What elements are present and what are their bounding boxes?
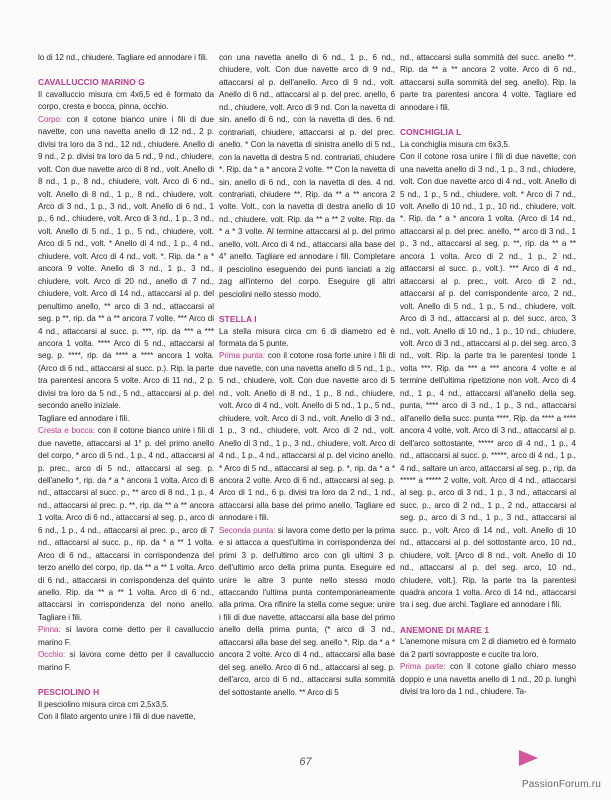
paragraph: lo di 12 nd., chiudere. Tagliare ed annodare i fili. (38, 53, 208, 62)
spacer (400, 114, 576, 126)
section-heading: ANEMONE DI MARE 1 (400, 624, 490, 635)
section-heading: CAVALLUCCIO MARINO G (38, 77, 145, 88)
paragraph (219, 525, 395, 699)
spacer (400, 612, 576, 624)
paragraph-text: con il cotone rosa forte unire i fili di due navette, con una navetta anello di 5 nd., 1 p., 5 nd., chiudere, volt. Con due navette arco di 5 nd., volt. Anello di 8 nd., 1 p., 8 nd., chiudere, volt. Arco di 4 nd., volt. Anello di 5 nd., 1 p., 5 nd., chiudere, volt. Arco di 3 nd., volt. Anello di 3 nd., 1 p., 3 nd., chiudere, volt. Arco di 2 nd., volt. Anello di 3 nd., 1 p., 3 nd., chiudere, volt. Arco di 4 nd., 1 p., 4 nd., attaccarsi al p. del vicino anello. * Arco di 5 nd., attaccarsi al seg. p. *, rip. da * a * ancora 2 volte. Arco di 6 nd., attaccarsi al seg. p. Arco di 1 nd., 6 p. divisi tra loro da 2 nd., 1 nd., attaccarsi alla base del primo anello. Tagliare ed annodare i fili. (219, 351, 396, 523)
paragraph: nd., attaccarsi sulla sommità del succ. anello **. Rip. da ** a ** ancora 2 volte. Arco di 6 nd., attaccarsi sulla sommità del seg. anello). Rip. la parte tra parentesi ancora 4 volte. Tagliare ed annodare i fili. (400, 53, 576, 112)
paragraph-text: con il cotone bianco unire i fili di due navette, attaccarsi al 1° p. del primo anello del corpo, * arco di 5 nd., 1 p., 4 nd., attaccarsi al p. prec., arco di 5 nd., attaccarsi al seg. p. dell'anello *, rip. da * a * ancora 1 volta. Arco di 8 nd., attaccarsi al succ. p., ** arco di 8 nd., 1 p., 4 nd., attaccarsi al prec. p. **, rip. da ** a ** ancora 1 volta. Arco di 6 nd., attaccarsi al seg. p., arco di 6 nd., 1 p., 4 nd., attaccarsi al prec. p., arco di 7 nd., attaccarsi al succ. p., rip. da * a ** 1 volta. Arco di 6 nd., attaccarsi in corrispondenza del terzo anello del corpo, rip. da ** a ** 1 volta. Arco di 6 nd., attaccarsi in corrispondenza del quinto anello. Rip. da ** a ** 1 volta. Arco di 6 nd., attaccarsi in corrispondenza del nono anello. Tagliare i fili. (38, 426, 214, 622)
paragraph-label: Cresta e bocca: (38, 426, 96, 436)
paragraph-label: Prima punta: (219, 351, 265, 361)
paragraph-label: Seconda punta: (219, 525, 276, 535)
paragraph-text: si lavora come detto per la prima e si attacca a quest'ultima in corrispondenza dei primi 3 p. dell'ultimo arco con gli ultimi 3 p. dell'ultimo arco della prima punta. Eseguire ed unire le altre 3 punte nello stesso modo attaccando l'ultima punta contemporaneamente alla prima. Ora rifinire la stella come segue: unire i fili di due navette, attaccarsi alla base del primo anello della prima punta, (* arco di 3 nd., attaccarsi alla base del seg. anello *. Rip. da * a * ancora 2 volte. Arco di 4 nd., attaccarsi alla base del seg. anello. Arco di 6 nd., attaccarsi al seg. p. dell'arco, arco di 6 nd., attaccarsi sulla sommità del sottostante anello. ** Arco di 5 (219, 525, 396, 697)
paragraph-label: Corpo: (38, 114, 63, 124)
paragraph: Con il filato argento unire i fili di due navette, (38, 712, 196, 722)
paragraph (38, 114, 214, 413)
paragraph: Il pesciolino misura circa cm 2,5x3,5. (38, 699, 169, 709)
section-heading: STELLA I (219, 314, 257, 325)
paragraph (400, 661, 576, 698)
site-watermark: PassionForum.ru (521, 779, 601, 790)
section-heading: PESCIOLINO H (38, 687, 100, 698)
spacer (38, 674, 214, 686)
text-column-1 (38, 52, 214, 724)
paragraph-label: Occhio: (38, 650, 66, 660)
text-column-2 (219, 52, 395, 699)
paragraph (38, 624, 214, 649)
spacer (38, 64, 214, 76)
paragraph-label: Pinna: (38, 625, 61, 635)
paragraph: Il cavalluccio misura cm 4x6,5 ed è formato da corpo, cresta e bocca, pinna, occhio. (38, 89, 214, 112)
paragraph: Tagliare ed annodare i fili. (38, 413, 130, 423)
paragraph (38, 425, 214, 624)
paragraph-text: con il cotone giallo chiaro messo doppio e una navetta anello di 1 nd., 20 p. lunghi divisi tra loro da 1 nd., chiudere. Ta- (400, 662, 576, 697)
paragraph-text: si lavora come detto per il cavalluccio marino F. (38, 650, 214, 672)
page-number: 67 (299, 756, 312, 768)
paragraph-text: si lavora come detto per il cavalluccio marino F. (38, 625, 214, 647)
paragraph: Con il cotone rosa unire i fili di due navette, con una navetta anello di 3 nd., 1 p., 3 nd., chiudere, volt. Con due navette arco di 4 nd., volt. Anello di 5 nd., 1 p., 5 nd., chiudere, volt. * Arco di 7 nd., volt. Anello di 10 nd., 1 p., 10 nd., chiudere, volt. *. Rip. da * a * ancora 1 volta. (Arco di 14 nd., attaccarsi al p. del prec. anello, ** arco di 3 nd., 1 p., 3 nd., attaccarsi al seg. p. **, rip. da ** a ** ancora 1 volta. Arco di 2 nd., 1 p., 2 nd., attaccarsi al succ. p., volt.). *** Arco di 4 nd., attaccarsi al p. prec., volt. Arco di 2 nd., attaccarsi al p. del corrispondente arco, 2 nd., volt. Anello di 5 nd., 1 p., 5 nd., chiudere, volt. Arco di 3 nd., attaccarsi al p. del succ. arco, 3 nd., volt. Anello di 10 nd., 1 p., 10 nd., chiudere, volt. Arco di 3 nd., attaccarsi al p. del seg. arco, 3 nd., volt. Rip. la parte tra le parentesi tonde 1 volta ***. Rip. da *** a *** ancora 4 volte e al termine dell'ultima ripetizione non volt. Arco di 4 nd., 1 p., 4 nd., attaccarsi all'anello della seg. punta, **** arco di 3 nd., 1 p., 3 nd., attaccarsi all'anello della succ. punta ****. Rip. da **** a **** ancora 4 volte, volt. Arco di 3 nd., attaccarsi al p. dell'arco sottostante, ***** arco di 4 nd., 1 p., 4 nd., attaccarsi al succ. p. *****, arco di 4 nd., 1 p., 4 nd., saltare un arco, attaccarsi al seg. p., rip. da ***** a ***** 2 volte, volt. Arco di 4 nd., attaccarsi al seg. p., arco di 3 nd., 1 p., 3 nd., attaccarsi al succ. p., arco di 2 nd., 1 p., 2 nd., attaccarsi al seg. p., arco di 3 nd., 1 p., 3 nd., attaccarsi al succ. p., volt. Arco di 14 nd., volt. Anello di 10 nd., attaccarsi al p. del sottostante arco, 10 nd., chiudere, volt. [Arco di 8 nd., volt. Anello di 10 nd., attaccarsi al p. del seg. arco, 10 nd., chiudere, volt.]. Rip. la parte tra la parentesi quadra ancora 1 volta. Arco di 14 nd., attaccarsi tra i seg. due archi. Tagliare ed annodare i fili. (400, 152, 576, 610)
next-page-arrow-icon (519, 750, 538, 766)
text-column-3 (400, 52, 576, 699)
spacer (219, 301, 395, 313)
paragraph-label: Prima parte: (400, 662, 446, 672)
paragraph-text: con il cotone bianco unire i fili di due navette, con una navetta anello di 12 nd., 2 p. divisi tra loro da 3 nd., 12 nd., chiudere. Anello di 9 nd., 2 p. divisi tra loro da 5 nd., 9 nd., chiudere, volt. Con due navette arco di 8 nd., volt. Anello di 8 nd., 1 p., 8 nd., chiudere, volt. Arco di 6 nd., volt. Anello di 8 nd., 1 p., 8 nd., chiudere, volt. Arco di 3 nd., 1 p., 3 nd., volt. Anello di 6 nd., 1 p., 6 nd., chiudere, volt. Arco di 3 nd., 1 p., 3 nd., volt. Anello di 5 nd., 1 p., 5 nd., chiudere, volt. Arco di 5 nd., volt. * Anello di 4 nd., 1 p., 4 nd., chiudere, volt. Arco di 4 nd., volt. *. Rip. da * a * ancora 9 volte. Anello di 3 nd., 1 p., 3 nd., chiudere, volt. Arco di 20 nd., anello di 7 nd., chiudere, volt. Arco di 14 nd., attaccarsi al p. del penultimo anello, ** arco di 3 nd., attaccarsi al seg. p **, rip. da ** a ** ancora 7 volte. *** Arco di 4 nd., attaccarsi al succ. p. ***, rip. da *** a *** ancora 1 volta. **** Arco di 5 nd., attaccarsi al seg. p. ****, rip. da **** a **** ancora 1 volta. (Arco di 6 nd., attaccarsi al succ. p.). Rip. la parte tra parentesi ancora 5 volte. Arco di 11 nd., 2 p. divisi tra loro da 5 nd., 5 nd., attaccarsi al p. del secondo anello iniziale. (38, 114, 214, 411)
paragraph: con una navetta anello di 6 nd., 1 p., 6 nd., chiudere, volt. Con due navette arco di 9 nd., attaccarsi al p. dell'anello. Arco di 9 nd., volt. Anello di 6 nd., attaccarsi al p. del prec. anello, 6 nd., chiudere, volt. Arco di 9 nd. Con la navetta di sin. anello di 6 nd., con la navetta di des. 6 nd. contrariati, chiudere, attaccarsi al p. del prec. anello. * Con la navetta di sinistra anello di 5 nd., con la navetta di destra 5 nd. contrariati, chiudere *. Rip. da * a * ancora 2 volte. ** Con la navetta di sin. anello di 6 nd., con la navetta di des. 4 nd. contrariati, chiudere **. Rip. da ** a ** ancora 2 volte. Volt., con la navetta di destra anello di 10 nd., chiudere, volt. Rip. da ** a ** 2 volte. Rip. da * a * 3 volte. Al termine attaccarsi al p. del primo anello, volt. Arco di 4 nd., attaccarsi alla base del 4° anello. Tagliare ed annodare i fili. Completare il pesciolino eseguendo dei punti lanciati a zig zag all'interno del corpo. Eseguire gli altri pesciolini nello stesso modo. (219, 53, 395, 299)
paragraph (38, 649, 214, 674)
paragraph: La conchiglia misura cm 6x3,5. (400, 139, 511, 149)
paragraph (219, 350, 395, 524)
section-heading: CONCHIGLIA L (400, 127, 462, 138)
paragraph: La stella misura circa cm 6 di diametro ed è formata da 5 punte. (219, 326, 395, 348)
paragraph: L'anemone misura cm 2 di diametro ed è formato da 2 parti sovrapposte e cucite tra loro. (400, 637, 576, 659)
